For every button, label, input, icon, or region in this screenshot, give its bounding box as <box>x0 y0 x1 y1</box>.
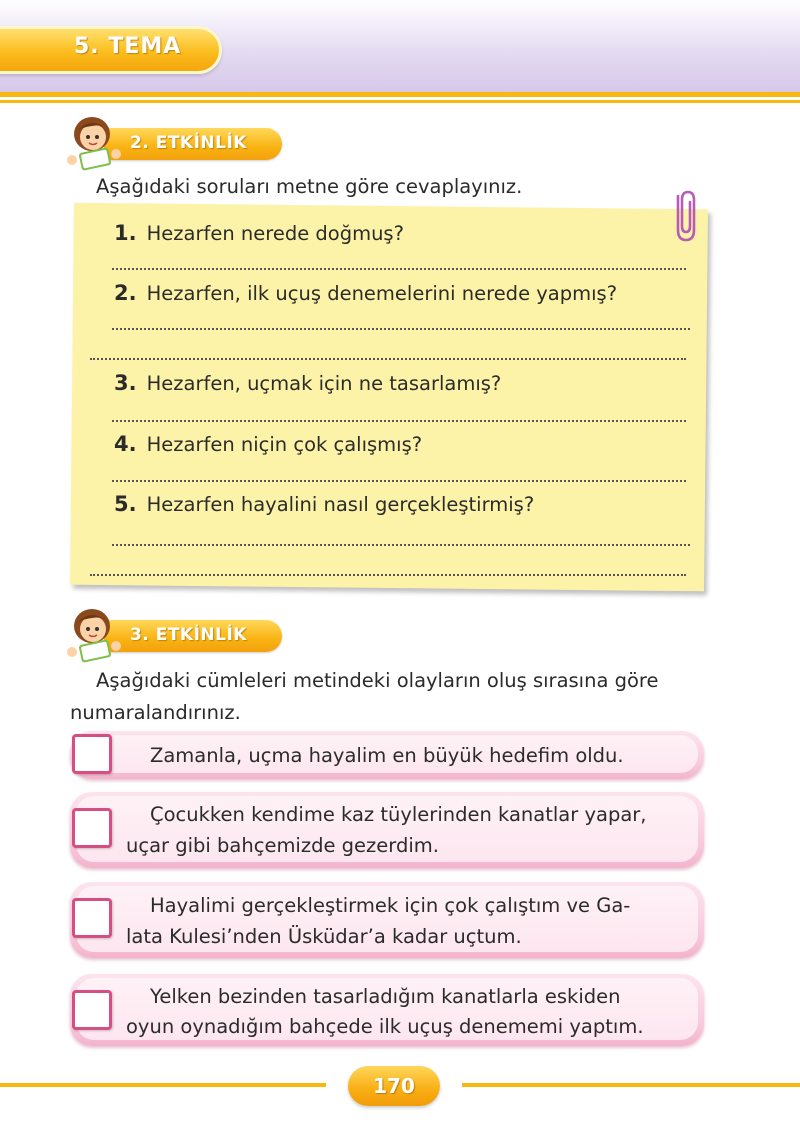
activity2-instruction: Aşağıdaki soruları metne göre cevaplayınız. <box>96 175 523 198</box>
answer-line[interactable] <box>112 544 690 546</box>
sentence-1-line1: Zamanla, uçma hayalim en büyük hedefim oldu. <box>150 744 624 767</box>
question-text: Hezarfen, ilk uçuş denemelerini nerede yapmış? <box>146 282 618 305</box>
activity2-label: 2. ETKİNLİK <box>130 133 247 153</box>
header-divider-thin <box>0 100 800 103</box>
answer-line[interactable] <box>112 268 686 270</box>
page-number: 170 <box>373 1074 415 1098</box>
question-2 <box>114 281 617 305</box>
activity3-label: 3. ETKİNLİK <box>130 625 247 645</box>
question-text: Hezarfen, uçmak için ne tasarlamış? <box>146 372 502 395</box>
header-divider <box>0 92 800 97</box>
sentence-3-line2: lata Kulesi’nden Üsküdar’a kadar uçtum. <box>126 925 522 948</box>
sentence-4-line2: oyun oynadığım bahçede ilk uçuş denememi yaptım. <box>126 1015 644 1038</box>
sentence-2-line2: uçar gibi bahçemizde gezerdim. <box>126 834 439 857</box>
activity3-instruction-line2: numaralandırınız. <box>70 701 241 724</box>
answer-line[interactable] <box>90 574 686 576</box>
empty-checkbox-icon[interactable] <box>72 734 112 774</box>
answer-line[interactable] <box>112 480 686 482</box>
question-4 <box>114 432 422 456</box>
question-number: 3. <box>114 371 137 395</box>
question-number: 1. <box>114 221 137 245</box>
question-text: Hezarfen niçin çok çalışmış? <box>146 433 423 456</box>
sentence-3-line1: Hayalimi gerçekleştirmek için çok çalıştım ve Ga- <box>150 894 631 917</box>
question-3 <box>114 371 501 395</box>
question-text: Hezarfen hayalini nasıl gerçekleştirmiş? <box>146 493 535 516</box>
question-number: 2. <box>114 281 137 305</box>
answer-line[interactable] <box>112 328 690 330</box>
girl-with-book-mascot-icon <box>62 110 126 174</box>
question-5 <box>114 492 534 516</box>
paperclip-icon <box>668 186 702 246</box>
sentence-2-line1: Çocukken kendime kaz tüylerinden kanatlar yapar, <box>150 803 647 826</box>
empty-checkbox-icon[interactable] <box>72 990 112 1030</box>
question-number: 5. <box>114 492 137 516</box>
answer-line[interactable] <box>112 420 686 422</box>
question-number: 4. <box>114 432 137 456</box>
girl-with-book-mascot-icon <box>62 602 126 666</box>
empty-checkbox-icon[interactable] <box>72 898 112 938</box>
theme-label: 5. TEMA <box>74 34 182 59</box>
empty-checkbox-icon[interactable] <box>72 808 112 848</box>
footer-line-right <box>462 1083 800 1087</box>
question-text: Hezarfen nerede doğmuş? <box>146 222 404 245</box>
answer-line[interactable] <box>90 358 686 360</box>
activity3-instruction-line1: Aşağıdaki cümleleri metindeki olayların oluş sırasına göre <box>96 669 659 692</box>
question-1 <box>114 221 404 245</box>
footer-line-left <box>0 1083 326 1087</box>
sentence-4-line1: Yelken bezinden tasarladığım kanatlarla eskiden <box>150 985 621 1008</box>
answer-note-panel <box>70 203 708 592</box>
